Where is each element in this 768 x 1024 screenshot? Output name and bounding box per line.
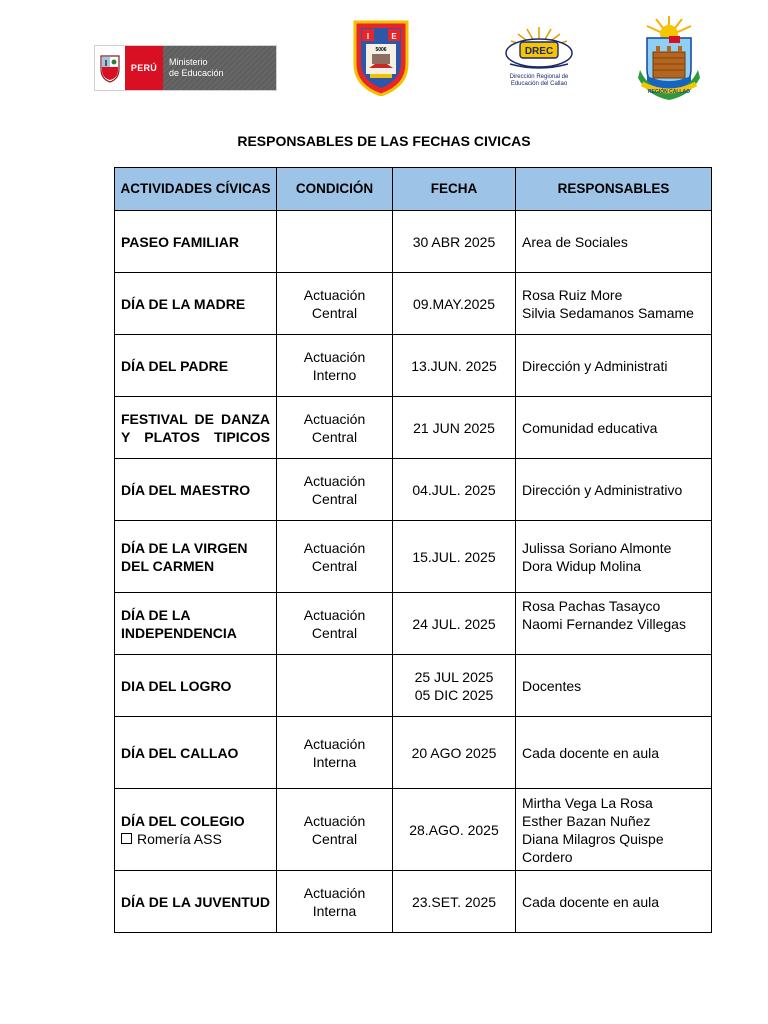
cell-responsables: Docentes — [516, 655, 712, 717]
cell-actividad: DÍA DEL MAESTRO — [115, 459, 277, 521]
cell-actividad: DÍA DE LA JUVENTUD — [115, 871, 277, 933]
cell-fecha: 13.JUN. 2025 — [393, 335, 516, 397]
crest-letter-e: E — [391, 32, 397, 41]
cell-actividad: FESTIVAL DE DANZA Y PLATOS TIPICOS — [115, 397, 277, 459]
cell-condicion: Actuación Interna — [277, 871, 393, 933]
cell-responsables: Area de Sociales — [516, 211, 712, 273]
region-callao-logo — [636, 14, 702, 100]
cell-fecha: 25 JUL 2025 05 DIC 2025 — [393, 655, 516, 717]
callao-banner-text: REGIÓN CALLAO — [648, 89, 690, 95]
table-row — [115, 211, 712, 273]
ministry-line-2: de Educación — [169, 68, 224, 78]
cell-fecha: 21 JUN 2025 — [393, 397, 516, 459]
drec-caption-1: Dirección Regional de — [509, 74, 569, 80]
cell-responsables: Dirección y Administrati — [516, 335, 712, 397]
cell-condicion: Actuación Interno — [277, 335, 393, 397]
table-row — [115, 459, 712, 521]
table-row — [115, 789, 712, 871]
cell-condicion: Actuación Central — [277, 789, 393, 871]
cell-responsables: Cada docente en aula — [516, 717, 712, 789]
cell-condicion — [277, 655, 393, 717]
sub-item-label: Romería ASS — [137, 830, 222, 847]
drec-abbr: DREC — [524, 46, 554, 57]
column-header-fecha: FECHA — [393, 168, 516, 211]
table-row — [115, 397, 712, 459]
cell-responsables: Comunidad educativa — [516, 397, 712, 459]
cell-condicion: Actuación Interna — [277, 717, 393, 789]
cell-actividad: DÍA DE LA VIRGEN DEL CARMEN — [115, 521, 277, 593]
drec-caption-2: Educación del Callao — [510, 81, 568, 87]
column-header-responsables: RESPONSABLES — [516, 168, 712, 211]
table-row — [115, 335, 712, 397]
cell-fecha: 30 ABR 2025 — [393, 211, 516, 273]
cell-fecha: 23.SET. 2025 — [393, 871, 516, 933]
table-row — [115, 273, 712, 335]
cell-actividad: DÍA DEL PADRE — [115, 335, 277, 397]
cell-fecha: 15.JUL. 2025 — [393, 521, 516, 593]
cell-responsables: Rosa Pachas Tasayco Naomi Fernandez Villegas — [516, 593, 712, 655]
cell-fecha: 09.MAY.2025 — [393, 273, 516, 335]
cell-actividad: DÍA DE LA INDEPENDENCIA — [115, 593, 277, 655]
school-crest-logo — [352, 20, 410, 96]
table-header-row — [115, 168, 712, 211]
table-row — [115, 717, 712, 789]
cell-fecha: 28.AGO. 2025 — [393, 789, 516, 871]
cell-actividad: PASEO FAMILIAR — [115, 211, 277, 273]
cell-condicion: Actuación Central — [277, 273, 393, 335]
activity-name: DÍA DEL COLEGIO — [121, 812, 245, 829]
table-row — [115, 593, 712, 655]
drec-logo — [496, 26, 582, 92]
table-row — [115, 521, 712, 593]
crest-letter-i: I — [366, 32, 370, 41]
cell-condicion: Actuación Central — [277, 459, 393, 521]
column-header-condicion: CONDICIÓN — [277, 168, 393, 211]
cell-actividad: DIA DEL LOGRO — [115, 655, 277, 717]
ministry-label — [163, 46, 276, 90]
peru-coat-of-arms-icon — [95, 46, 125, 90]
cell-condicion: Actuación Central — [277, 397, 393, 459]
cell-responsables: Mirtha Vega La Rosa Esther Bazan Nuñez Diana Milagros Quispe Cordero — [516, 789, 712, 871]
minedu-logo — [94, 45, 277, 91]
table-row — [115, 871, 712, 933]
column-header-actividades: ACTIVIDADES CÍVICAS — [115, 168, 277, 211]
checkbox-bullet-icon — [121, 833, 132, 844]
table-row — [115, 655, 712, 717]
cell-condicion — [277, 211, 393, 273]
cell-condicion: Actuación Central — [277, 521, 393, 593]
crest-code: 5006 — [375, 47, 387, 53]
civic-dates-table — [114, 167, 712, 933]
document-title: RESPONSABLES DE LAS FECHAS CIVICAS — [237, 133, 531, 149]
cell-responsables: Rosa Ruiz More Silvia Sedamanos Samame — [516, 273, 712, 335]
cell-actividad: DÍA DE LA MADRE — [115, 273, 277, 335]
cell-responsables: Cada docente en aula — [516, 871, 712, 933]
cell-fecha: 24 JUL. 2025 — [393, 593, 516, 655]
cell-responsables: Julissa Soriano Almonte Dora Widup Molina — [516, 521, 712, 593]
cell-responsables: Dirección y Administrativo — [516, 459, 712, 521]
cell-actividad — [115, 789, 277, 871]
cell-condicion: Actuación Central — [277, 593, 393, 655]
activity-sub-item — [121, 830, 270, 848]
cell-fecha: 20 AGO 2025 — [393, 717, 516, 789]
peru-label: PERÚ — [125, 46, 163, 90]
ministry-line-1: Ministerio — [169, 57, 208, 67]
cell-actividad: DÍA DEL CALLAO — [115, 717, 277, 789]
cell-fecha: 04.JUL. 2025 — [393, 459, 516, 521]
